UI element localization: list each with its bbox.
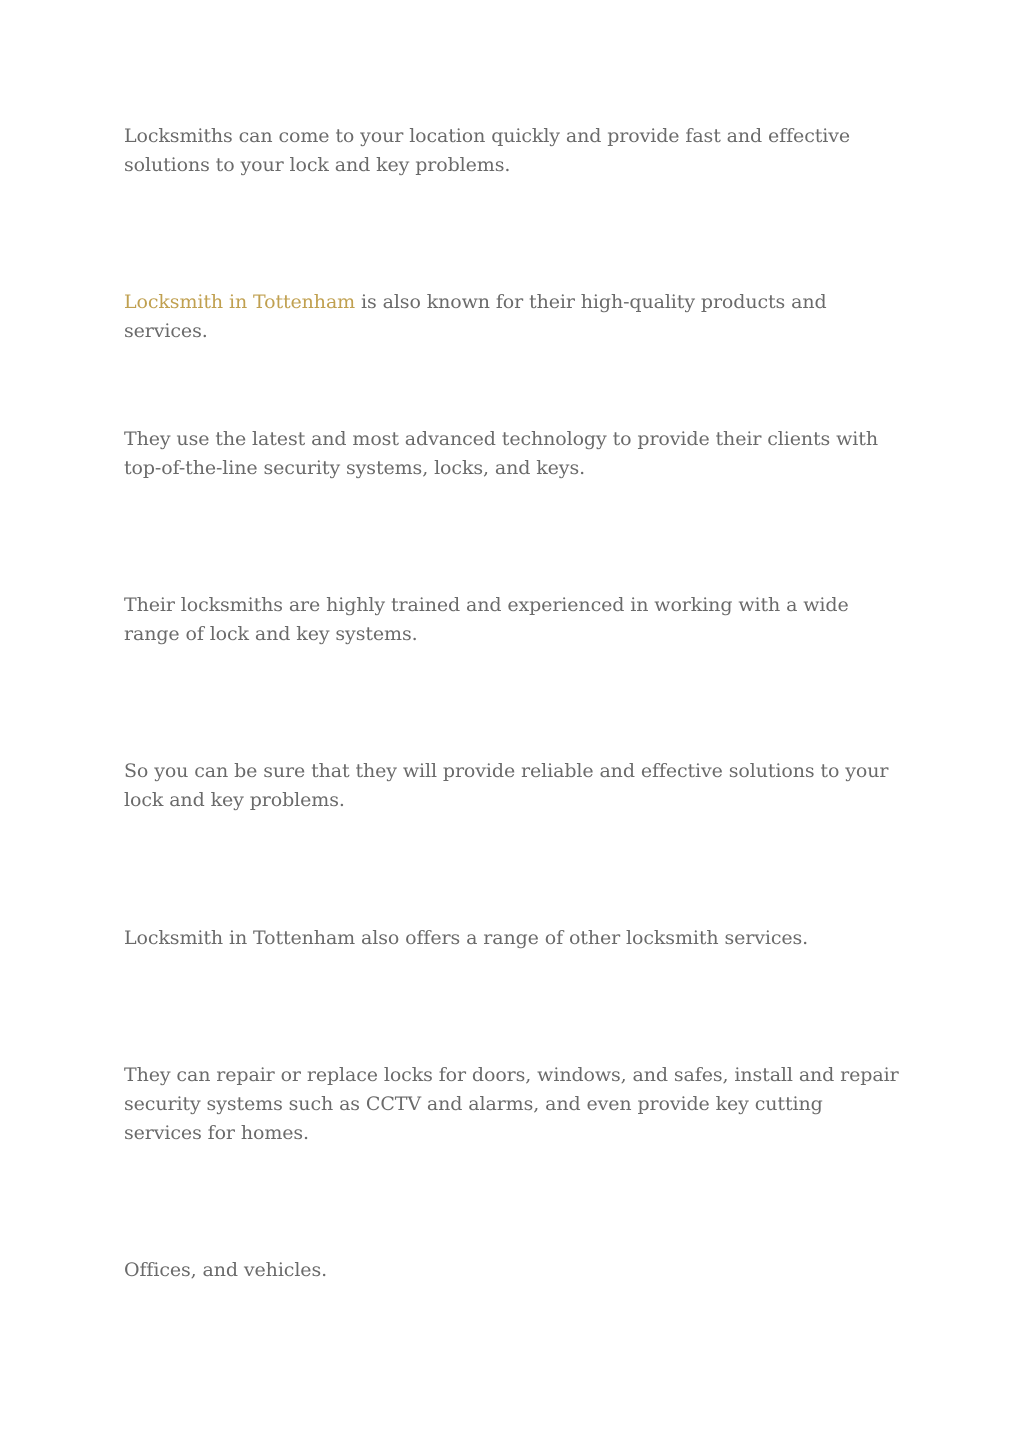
paragraph-7: They can repair or replace locks for doors, windows, and safes, install and repair security systems such as CCTV and alarms, and even provide key cutting services for homes. (124, 1064, 899, 1144)
paragraph-6: Locksmith in Tottenham also offers a range of other locksmith services. (124, 927, 809, 949)
paragraph-2-text: is also known for their high-quality products and services. (124, 291, 827, 342)
paragraph-2 (124, 288, 904, 346)
locksmith-tottenham-link[interactable]: Locksmith in Tottenham (124, 291, 356, 313)
paragraph-8: Offices, and vehicles. (124, 1259, 328, 1281)
paragraph-5: So you can be sure that they will provide reliable and effective solutions to your lock and key problems. (124, 760, 889, 811)
paragraph-3: They use the latest and most advanced technology to provide their clients with top-of-the-line security systems, locks, and keys. (124, 428, 878, 479)
paragraph-1: Locksmiths can come to your location quickly and provide fast and effective solutions to your lock and key problems. (124, 125, 851, 176)
paragraph-4: Their locksmiths are highly trained and experienced in working with a wide range of lock and key systems. (124, 594, 849, 645)
